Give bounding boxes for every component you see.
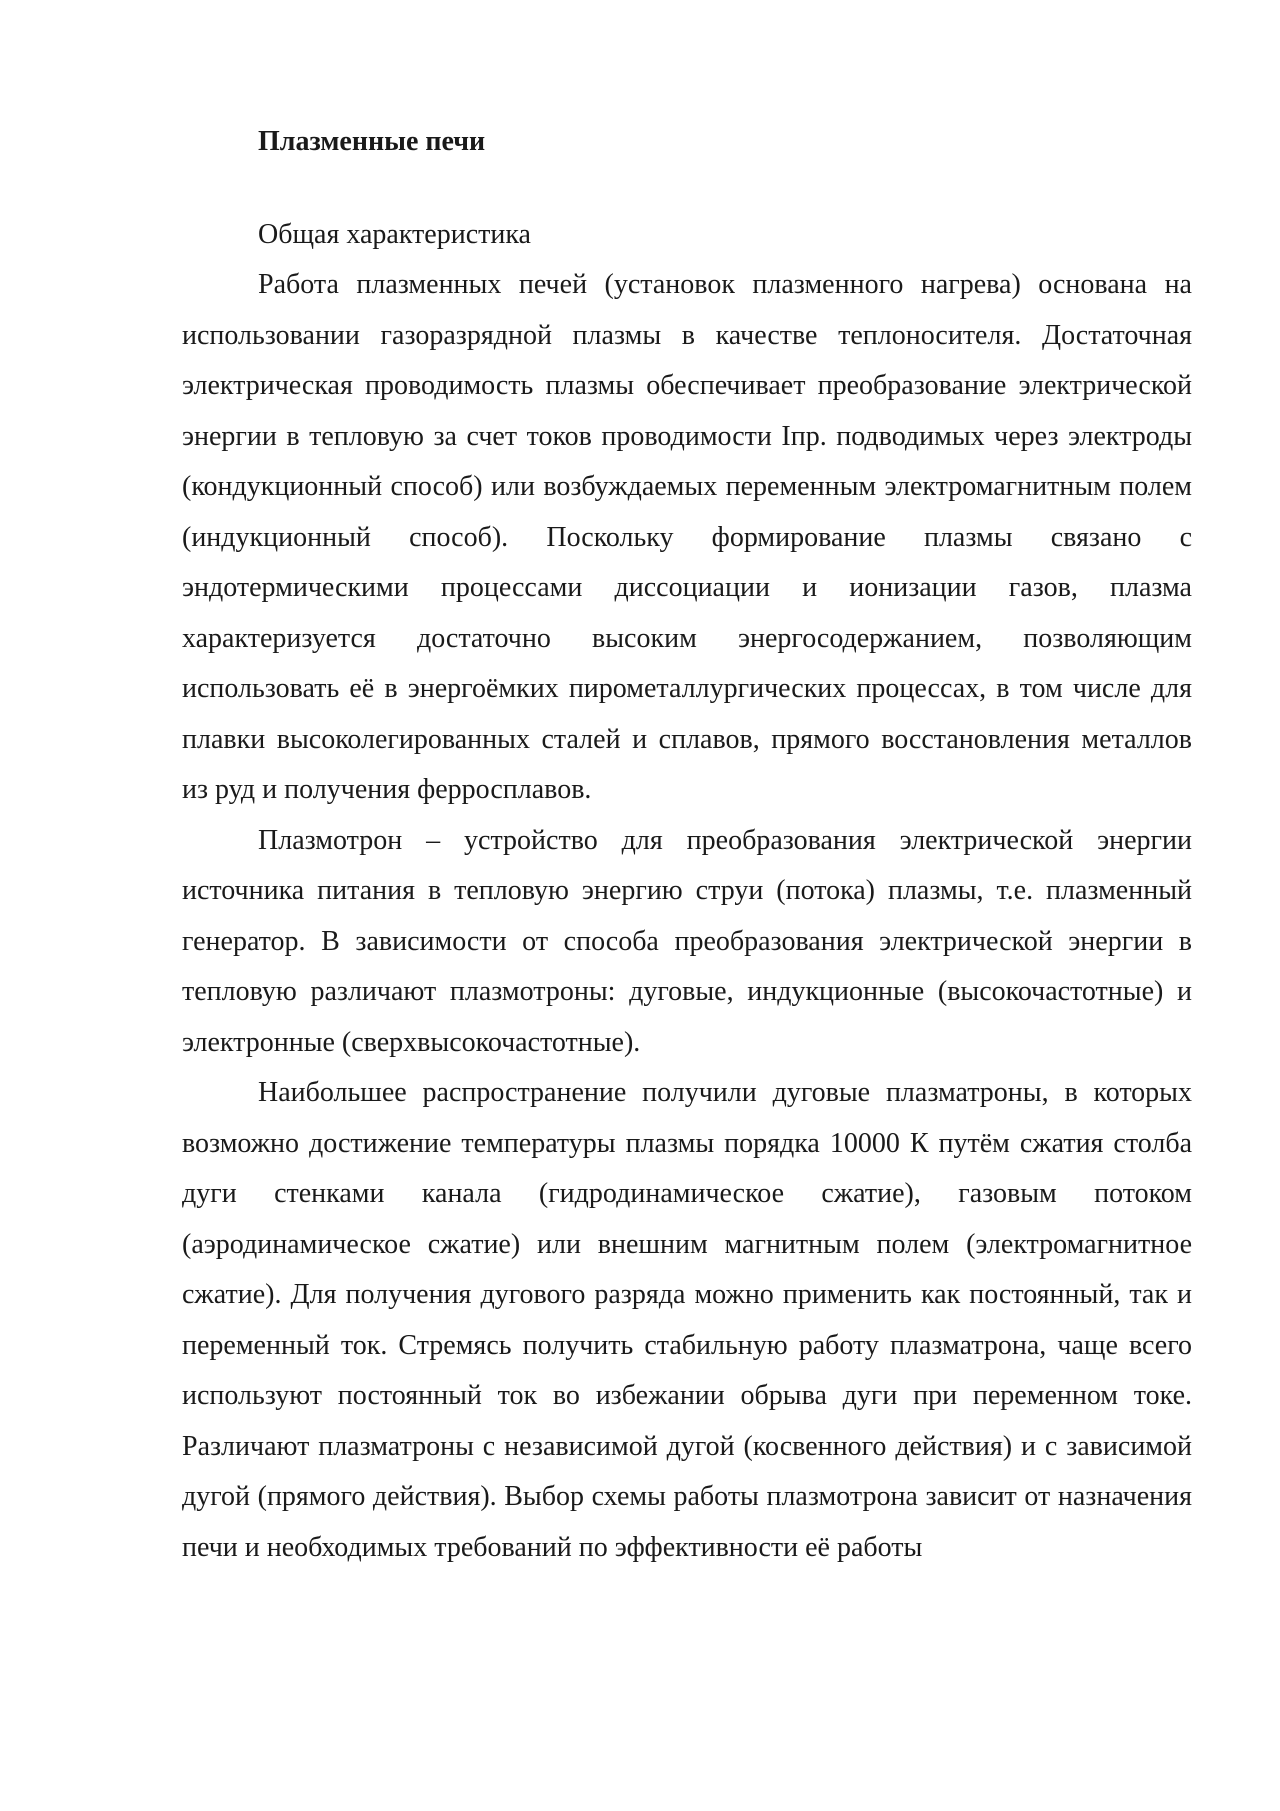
text-column xyxy=(182,116,1192,1573)
section-subtitle: Общая характеристика xyxy=(258,219,531,250)
paragraph-plasma-furnaces-overview: Работа плазменных печей (установок плазменного нагрева) основана на использовании газоразрядной плазмы в качестве теплоносителя. Достаточная электрическая проводимость плазмы обеспечивает преобразование электрической энергии в тепловую за счет токов проводимости Iпр. подводимых через электроды (кондукционный способ) или возбуждаемых переменным электромагнитным полем (индукционный способ). Поскольку формирование плазмы связано с эндотермическими процессами диссоциации и ионизации газов, плазма характеризуется достаточно высоким энергосодержанием, позволяющим использовать её в энергоёмких пирометаллургических процессах, в том числе для плавки высоколегированных сталей и сплавов, прямого восстановления металлов из руд и получения ферросплавов. xyxy=(182,269,1192,805)
paragraph-plasmatron-definition: Плазмотрон – устройство для преобразования электрической энергии источника питания в тепловую энергию струи (потока) плазмы, т.е. плазменный генератор. В зависимости от способа преобразования электрической энергии в тепловую различают плазмотроны: дуговые, индукционные (высокочастотные) и электронные (сверхвысокочастотные). xyxy=(182,824,1192,1058)
page-title: Плазменные печи xyxy=(258,126,486,157)
paragraph-arc-plasmatrons: Наибольшее распространение получили дуговые плазматроны, в которых возможно достижение температуры плазмы порядка 10000 К путём сжатия столба дуги стенками канала (гидродинамическое сжатие), газовым потоком (аэродинамическое сжатие) или внешним магнитным полем (электромагнитное сжатие). Для получения дугового разряда можно применить как постоянный, так и переменный ток. Стремясь получить стабильную работу плазматрона, чаще всего используют постоянный ток во избежании обрыва дуги при переменном токе. Различают плазматроны с независимой дугой (косвенного действия) и с зависимой дугой (прямого действия). Выбор схемы работы плазмотрона зависит от назначения печи и необходимых требований по эффективности её работы xyxy=(182,1077,1192,1563)
